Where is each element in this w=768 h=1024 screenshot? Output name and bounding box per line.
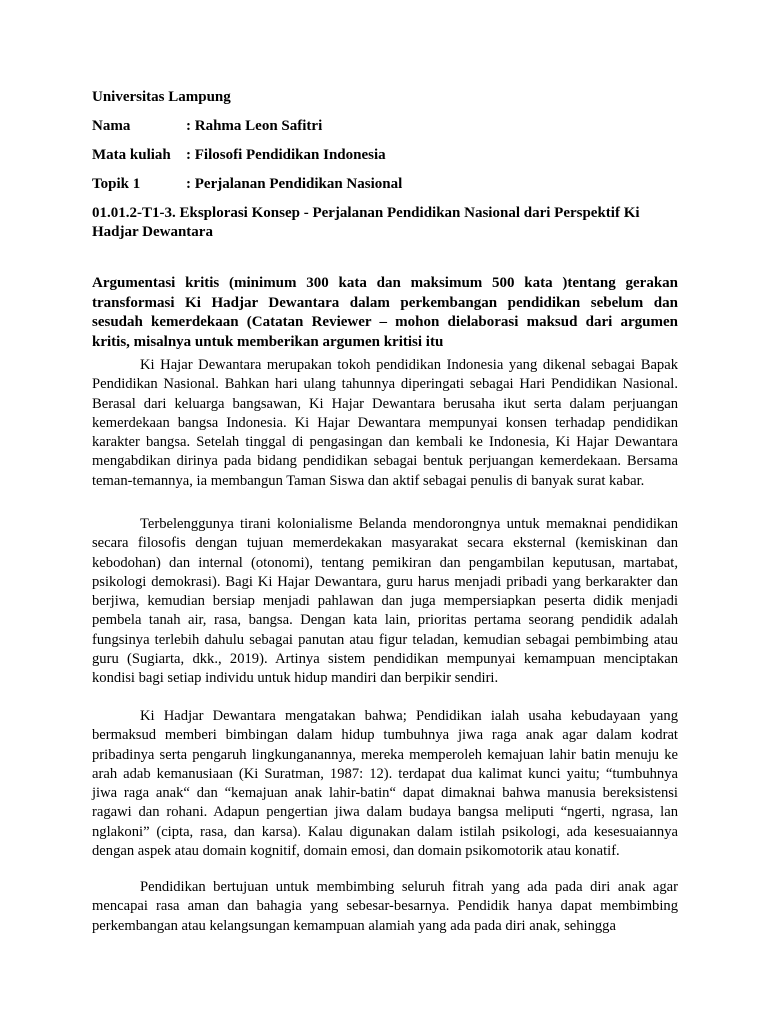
header-label-mata-kuliah: Mata kuliah: [92, 147, 171, 163]
university-name: Universitas Lampung: [92, 89, 231, 105]
header-value-mata-kuliah: : Filosofi Pendidikan Indonesia: [186, 147, 386, 163]
argument-heading: Argumentasi kritis (minimum 300 kata dan maksimum 500 kata )tentang gerakan transformasi Ki Hadjar Dewantara dalam perkembangan pendidikan sebelum dan sesudah kemerdekaan (Catatan Reviewer – mohon dielaborasi maksud dari argumen kritis, misalnya untuk memberikan argumen kritisi itu: [92, 275, 678, 350]
body-paragraph-2: Terbelenggunya tirani kolonialisme Belanda mendorongnya untuk memaknai pendidikan secara filosofis dengan tujuan memerdekakan masyarakat secara eksternal (kemiskinan dan kebodohan) dan internal (otonomi), tentang pemikiran dan pengambilan keputusan, martabat, psikologi demokrasi). Bagi Ki Hajar Dewantara, guru harus menjadi pribadi yang berkarakter dan berjiwa, kemudian bersiap menjadi pahlawan dan juga mempersiapkan peserta didik menjadi pembela tanah air, rasa, bangsa. Dengan kata lain, prioritas pertama seorang pendidik adalah fungsinya terlebih dahulu sebagai panutan atau figur teladan, kemudian sebagai pembimbing atau guru (Sugiarta, dkk., 2019). Artinya sistem pendidikan mempunyai kemampuan menciptakan kondisi bagi setiap individu untuk hidup mandiri dan berpikir sendiri.: [92, 516, 678, 687]
header-row-mata-kuliah: [92, 145, 386, 165]
assignment-title: 01.01.2-T1-3. Eksplorasi Konsep - Perjalanan Pendidikan Nasional dari Perspektif Ki Hadjar Dewantara: [92, 205, 640, 240]
header-label-topik: Topik 1: [92, 176, 141, 192]
header-value-nama: : Rahma Leon Safitri: [186, 118, 323, 134]
body-paragraph-3: Ki Hadjar Dewantara mengatakan bahwa; Pendidikan ialah usaha kebudayaan yang bermaksud memberi bimbingan dalam hidup tumbuhnya jiwa raga anak agar dalam kodrat pribadinya serta pengaruh lingkunganannya, mereka memperoleh kemajuan lahir batin menuju ke arah adab kemanusiaan (Ki Suratman, 1987: 12). terdapat dua kalimat kunci yaitu; “tumbuhnya jiwa raga anak“ dan “kemajuan anak lahir-batin“ dapat dimaknai bahwa manusia bereksistensi ragawi dan rohani. Adapun pengertian jiwa dalam budaya bangsa meliputi “ngerti, ngrasa, lan nglakoni” (cipta, rasa, dan karsa). Kalau digunakan dalam istilah psikologi, ada kesesuaiannya dengan aspek atau domain kognitif, domain emosi, dan domain psikomotorik atau konatif.: [92, 708, 678, 860]
header-label-nama: Nama: [92, 118, 131, 134]
header-value-topik: : Perjalanan Pendidikan Nasional: [186, 176, 403, 192]
body-paragraph-1: Ki Hajar Dewantara merupakan tokoh pendidikan Indonesia yang dikenal sebagai Bapak Pendidikan Nasional. Bahkan hari ulang tahunnya diperingati sebagai Hari Pendidikan Nasional. Berasal dari keluarga bangsawan, Ki Hajar Dewantara berusaha ikut serta dalam perjuangan kemerdekaan bangsa Indonesia. Ki Hajar Dewantara mempunyai konsen terhadap pendidikan karakter bangsa. Setelah tinggal di pengasingan dan kembali ke Indonesia, Ki Hajar Dewantara mengabdikan dirinya pada bidang pendidikan sebagai bentuk perjuangan kemerdekaan. Bersama teman-temannya, ia membangun Taman Siswa dan aktif sebagai penulis di banyak surat kabar.: [92, 357, 678, 489]
body-paragraph-4: Pendidikan bertujuan untuk membimbing seluruh fitrah yang ada pada diri anak agar mencapai rasa aman dan bahagia yang sebesar-besarnya. Pendidik hanya dapat membimbing perkembangan atau kelangsungan kemampuan alamiah yang ada pada diri anak, sehingga: [92, 879, 678, 934]
header-row-nama: [92, 116, 322, 136]
header-row-topik: [92, 174, 402, 194]
